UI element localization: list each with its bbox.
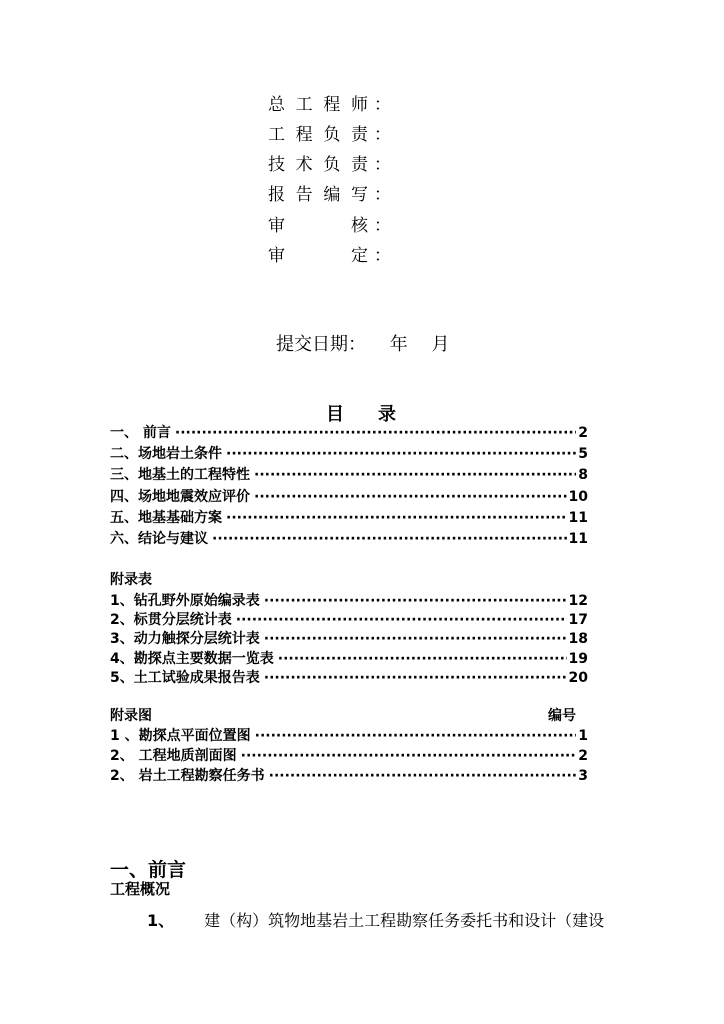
signature-label: 技术负责 [268,155,368,175]
toc-entry[interactable] [110,667,588,687]
toc-entry-title: 一、 前言 [110,425,171,441]
signature-line [268,120,391,145]
section-subheading: 工程概况 [110,880,171,898]
leader-dots [241,748,577,764]
toc-entry[interactable] [110,422,588,442]
toc-entry-title: 六、结论与建议 [110,531,208,547]
toc-entry-title: 2、 工程地质剖面图 [110,748,237,764]
toc-entry-page: 1 [578,728,588,744]
section-heading: 一、前言 [110,859,187,881]
toc-entry-title: 四、场地地震效应评价 [110,489,250,505]
paragraph-text: 建（构）筑物地基岩土工程勘察任务委托书和设计（建设 [204,911,605,930]
toc-entry-page: 11 [568,531,588,547]
date-label: 提交日期： [276,334,366,355]
signature-colon: ： [374,246,391,266]
leader-dots [255,728,577,744]
toc-entry[interactable] [110,725,588,745]
toc-entry-title: 五、地基基础方案 [110,510,222,526]
signature-label: 总工程师 [268,95,368,115]
paragraph [147,908,604,931]
toc-entry[interactable] [110,590,588,610]
toc-entry-page: 3 [578,768,588,784]
toc-entry-page: 20 [568,670,588,686]
leader-dots [278,651,567,667]
toc-entry[interactable] [110,507,588,527]
toc-entry[interactable] [110,628,588,648]
signature-label: 报告编写 [268,185,368,205]
leader-dots [254,467,576,483]
toc-entry[interactable] [110,648,588,668]
leader-dots [264,631,567,647]
leader-dots [175,425,576,441]
signature-colon: ： [374,185,391,205]
toc-entry-page: 5 [578,446,588,462]
signature-line [268,150,391,175]
signature-label: 工程负责 [268,125,368,145]
leader-dots [226,510,567,526]
toc-entry-page: 2 [578,425,588,441]
submission-date [276,330,467,356]
leader-dots [254,489,567,505]
toc-entry[interactable] [110,765,588,785]
toc-entry[interactable] [110,464,588,484]
toc-entry-title: 4、勘探点主要数据一览表 [110,651,274,667]
toc-entry-title: 2、 岩土工程勘察任务书 [110,768,265,784]
toc-entry-title: 1 、勘探点平面位置图 [110,728,251,744]
date-year: 年 [389,334,408,355]
toc-entry[interactable] [110,745,588,765]
toc-entry-title: 二、场地岩土条件 [110,446,222,462]
signature-label: 审核 [268,216,368,236]
leader-dots [236,612,567,628]
toc-entry[interactable] [110,443,588,463]
toc-entry-title: 2、标贯分层统计表 [110,612,232,628]
signature-label: 审定 [268,246,368,266]
toc-entry[interactable] [110,528,588,548]
signature-line [268,180,391,205]
signature-line [268,241,391,266]
leader-dots [226,446,576,462]
toc-entry-page: 10 [568,489,588,505]
leader-dots [264,593,567,609]
leader-dots [269,768,577,784]
toc-entry-page: 2 [578,748,588,764]
toc-entry-page: 8 [578,467,588,483]
signature-colon: ： [374,155,391,175]
leader-dots [212,531,567,547]
toc-entry-title: 三、地基土的工程特性 [110,467,250,483]
signature-colon: ： [374,95,391,115]
toc-entry-page: 18 [568,631,588,647]
appendix-figures-number-label: 编号 [548,708,576,724]
toc-entry-title: 1、钻孔野外原始编录表 [110,593,260,609]
toc-entry[interactable] [110,609,588,629]
leader-dots [264,670,567,686]
toc-entry-page: 11 [568,510,588,526]
toc-entry-page: 12 [568,593,588,609]
signature-line [268,211,391,236]
toc-entry-title: 3、动力触探分层统计表 [110,631,260,647]
signature-colon: ： [374,125,391,145]
appendix-tables-heading: 附录表 [110,572,152,588]
appendix-figures-heading: 附录图 [110,708,152,724]
toc-entry-title: 5、土工试验成果报告表 [110,670,260,686]
signature-colon: ： [374,216,391,236]
toc-entry-page: 17 [568,612,588,628]
toc-entry[interactable] [110,486,588,506]
toc-title: 目录 [326,404,430,425]
toc-entry-page: 19 [568,651,588,667]
appendix-figures-header [110,705,588,725]
date-month: 月 [431,334,450,355]
paragraph-number: 1、 [147,911,175,930]
signature-line [268,90,391,115]
